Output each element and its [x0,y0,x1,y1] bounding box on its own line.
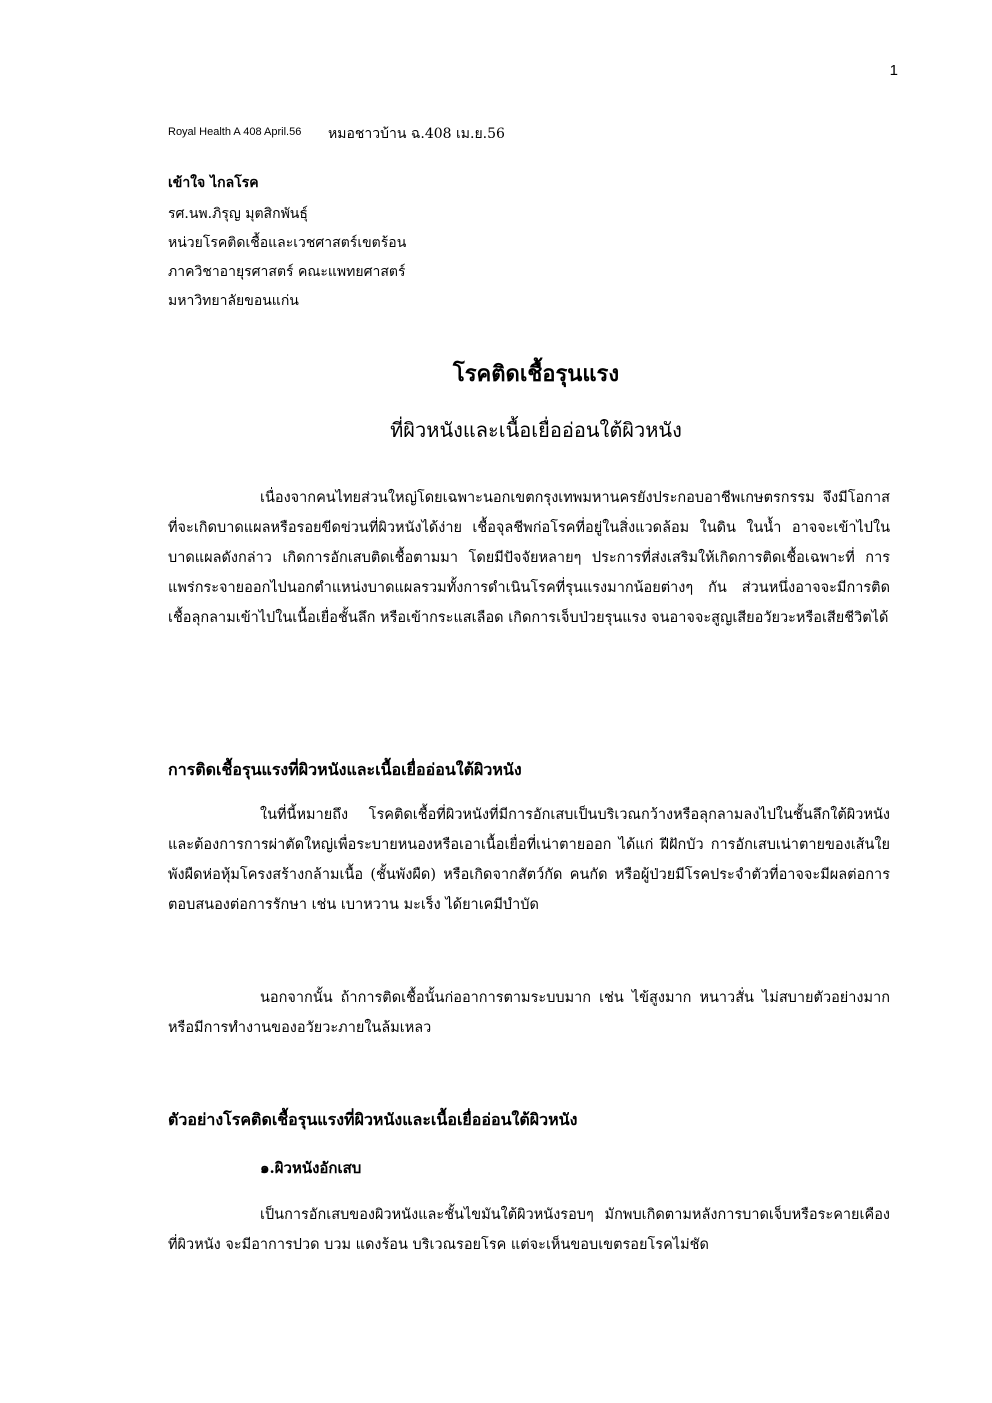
article-subtitle: ที่ผิวหนังและเนื้อเยื่ออ่อนใต้ผิวหนัง [390,418,682,442]
article-title: โรคติดเชื้อรุนแรง [452,361,620,387]
cellulitis-paragraph: เป็นการอักเสบของผิวหนังและชั้นไขมันใต้ผิวหนังรอบๆ มักพบเกิดตามหลังการบาดเจ็บหรือระคายเคืองที่ผิวหนัง จะมีอาการปวด บวม แดงร้อน บริเวณรอยโรค แต่จะเห็นขอบเขตรอยโรคไม่ชัด [168,1207,890,1253]
author-unit: หน่วยโรคติดเชื้อและเวชศาสตร์เขตร้อน [168,235,407,251]
section1-paragraph-definition: ในที่นี้หมายถึง โรคติดเชื้อที่ผิวหนังที่มีการอักเสบเป็นบริเวณกว้างหรือลุกลามลงไปในชั้นลึกใต้ผิวหนังและต้องการการผ่าตัดใหญ่เพื่อระบายหนองหรือเอาเนื้อเยื่อที่เน่าตายออก ได้แก่ ฝีฝักบัว การอักเสบเน่าตายของเส้นใยพังผืดห่อหุ้มโครงสร้างกล้ามเนื้อ (ชั้นพังผืด) หรือเกิดจากสัตว์กัด คนกัด หรือผู้ป่วยมีโรคประจำตัวที่อาจจะมีผลต่อการตอบสนองต่อการรักษา เช่น เบาหวาน มะเร็ง ได้ยาเคมีบำบัด [168,807,890,913]
intro-paragraph: เนื่องจากคนไทยส่วนใหญ่โดยเฉพาะนอกเขตกรุงเทพมหานครยังประกอบอาชีพเกษตรกรรม จึงมีโอกาสที่จะเกิดบาดแผลหรือรอยขีดข่วนที่ผิวหนังได้ง่าย เชื้อจุลชีพก่อโรคที่อยู่ในสิ่งแวดล้อม ในดิน ในน้ำ อาจจะเข้าไปในบาดแผลดังกล่าว เกิดการอักเสบติดเชื้อตามมา โดยมีปัจจัยหลายๆ ประการที่ส่งเสริมให้เกิดการติดเชื้อเฉพาะที่ การแพร่กระจายออกไปนอกตำแหน่งบาดแผลรวมทั้งการดำเนินโรคที่รุนแรงมากน้อยต่างๆ กัน ส่วนหนึ่งอาจจะมีการติดเชื้อลุกลามเข้าไปในเนื้อเยื่อชั้นลึก หรือเข้ากระแสเลือด เกิดการเจ็บป่วยรุนแรง จนอาจจะสูญเสียอวัยวะหรือเสียชีวิตได้ [168,490,890,626]
author-name: รศ.นพ.ภิรุญ มุตสิกพันธุ์ [168,206,308,222]
section1-paragraph-systemic: นอกจากนั้น ถ้าการติดเชื้อนั้นก่ออาการตามระบบมาก เช่น ไข้สูงมาก หนาวสั่น ไม่สบายตัวอย่างมาก หรือมีการทำงานของอวัยวะภายในล้มเหลว [168,990,890,1036]
author-department: ภาควิชาอายุรศาสตร์ คณะแพทยศาสตร์ [168,264,406,280]
column-title: เข้าใจ ไกลโรค [168,175,259,191]
page-number: 1 [889,62,898,79]
journal-header-english: Royal Health A 408 April.56 [168,126,302,138]
subheading-cellulitis: ๑.ผิวหนังอักเสบ [260,1159,362,1177]
author-university: มหาวิทยาลัยขอนแก่น [168,293,299,309]
section-heading-severe-infection: การติดเชื้อรุนแรงที่ผิวหนังและเนื้อเยื่ออ่อนใต้ผิวหนัง [168,760,522,779]
section-heading-examples: ตัวอย่างโรคติดเชื้อรุนแรงที่ผิวหนังและเนื้อเยื่ออ่อนใต้ผิวหนัง [168,1110,578,1129]
journal-header-thai: หมอชาวบ้าน ฉ.408 เม.ย.56 [328,126,505,142]
